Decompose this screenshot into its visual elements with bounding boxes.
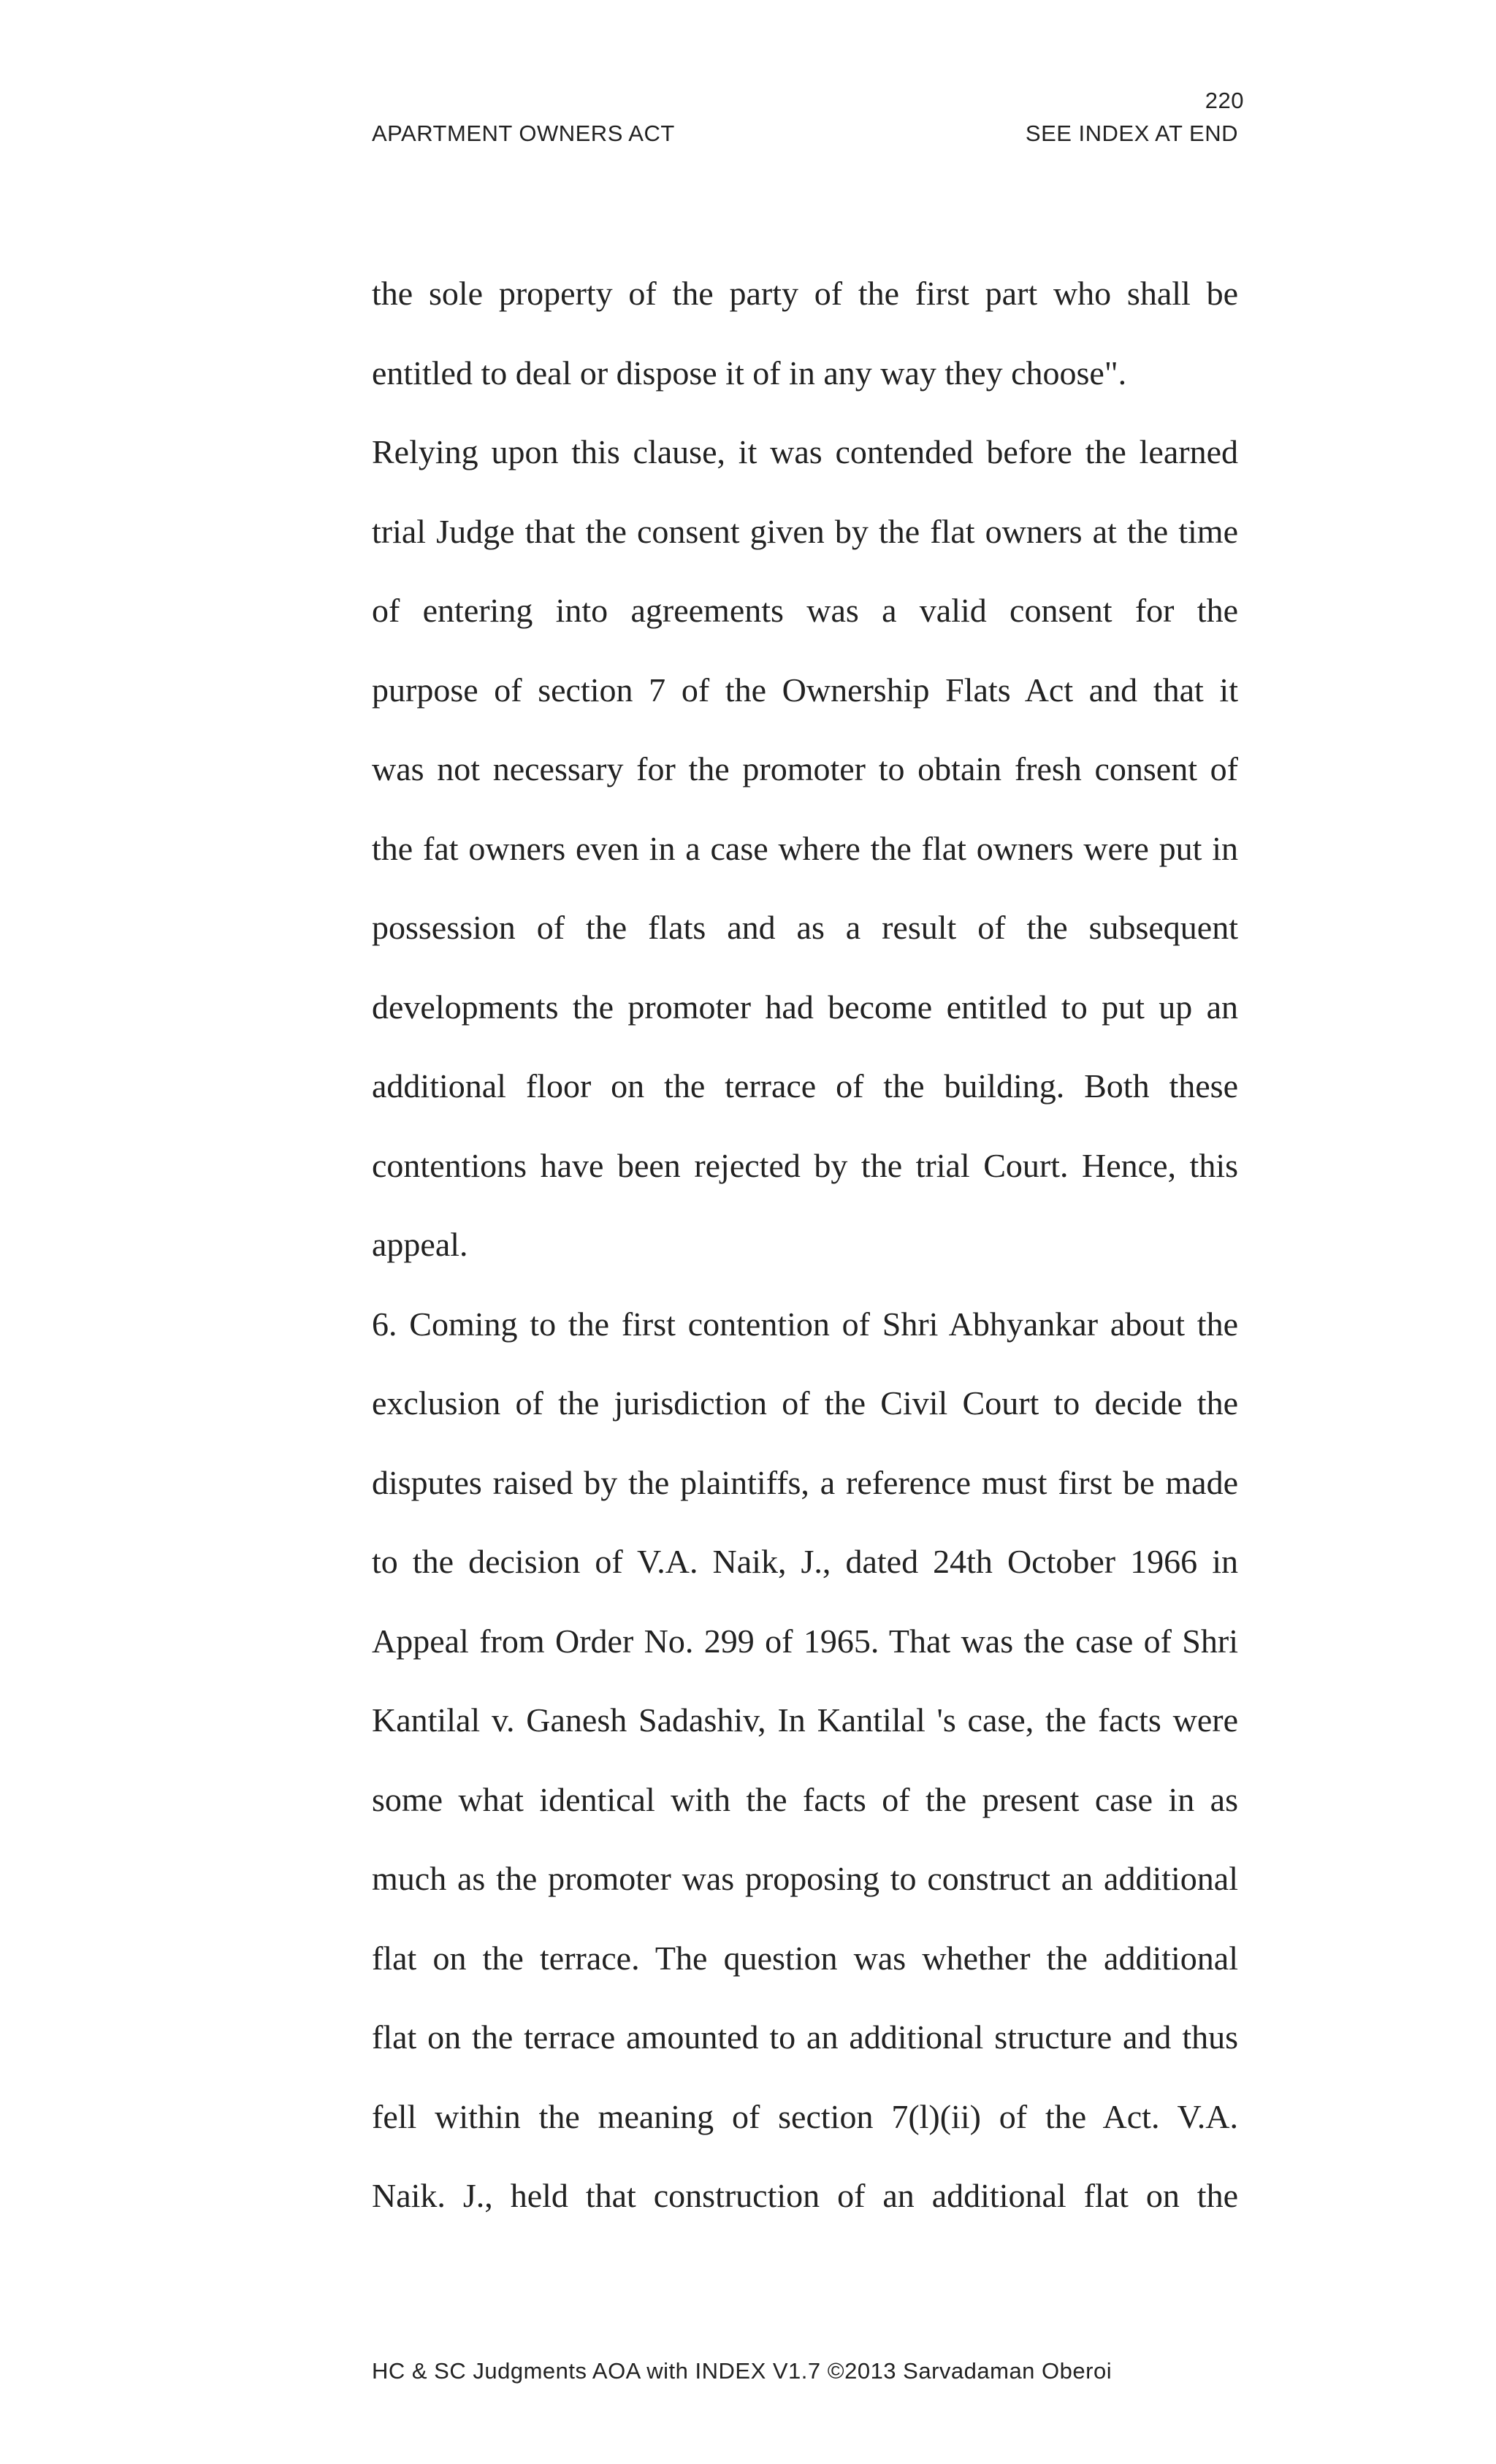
text-line: additional floor on the terrace of the building. Both these (372, 1067, 1238, 1105)
text-line: the fat owners even in a case where the flat owners were put in (372, 829, 1238, 867)
text-line: of entering into agreements was a valid consent for the (372, 592, 1238, 629)
text-line: much as the promoter was proposing to construct an additional (372, 1860, 1238, 1897)
text-line: Naik. J., held that construction of an additional flat on the (372, 2177, 1238, 2214)
text-line: possession of the flats and as a result of the subsequent (372, 909, 1238, 946)
text-line: trial Judge that the consent given by the flat owners at the time (372, 512, 1238, 550)
header-right-note: SEE INDEX AT END (1025, 121, 1238, 146)
text-line: contentions have been rejected by the trial Court. Hence, this (372, 1146, 1238, 1184)
text-line: purpose of section 7 of the Ownership Flats Act and that it (372, 671, 1238, 709)
body-text (372, 254, 1238, 2236)
text-line: flat on the terrace. The question was whether the additional (372, 1939, 1238, 1977)
text-line: developments the promoter had become entitled to put up an (372, 988, 1238, 1026)
text-line: to the decision of V.A. Naik, J., dated 24th October 1966 in (372, 1543, 1238, 1580)
header-left-title: APARTMENT OWNERS ACT (372, 121, 675, 146)
text-line: flat on the terrace amounted to an additional structure and thus (372, 2018, 1238, 2056)
text-line: Relying upon this clause, it was contended before the learned (372, 433, 1238, 470)
text-line: appeal. (372, 1226, 468, 1263)
text-line: 6. Coming to the first contention of Shri Abhyankar about the (372, 1305, 1238, 1343)
page-footer: HC & SC Judgments AOA with INDEX V1.7 ©2013 Sarvadaman Oberoi (372, 2358, 1113, 2384)
text-line: was not necessary for the promoter to obtain fresh consent of (372, 750, 1238, 787)
text-line: exclusion of the jurisdiction of the Civil Court to decide the (372, 1384, 1238, 1422)
text-line: entitled to deal or dispose it of in any way they choose". (372, 354, 1127, 392)
page-number: 220 (1205, 88, 1244, 113)
text-line: fell within the meaning of section 7(l)(ii) of the Act. V.A. (372, 2097, 1238, 2135)
text-line: the sole property of the party of the first part who shall be (372, 275, 1238, 312)
text-line: Appeal from Order No. 299 of 1965. That was the case of Shri (372, 1622, 1238, 1660)
text-line: some what identical with the facts of the present case in as (372, 1780, 1238, 1818)
running-header (372, 121, 1238, 147)
text-line: disputes raised by the plaintiffs, a reference must first be made (372, 1463, 1238, 1501)
text-line: Kantilal v. Ganesh Sadashiv, In Kantilal 's case, the facts were (372, 1701, 1238, 1739)
